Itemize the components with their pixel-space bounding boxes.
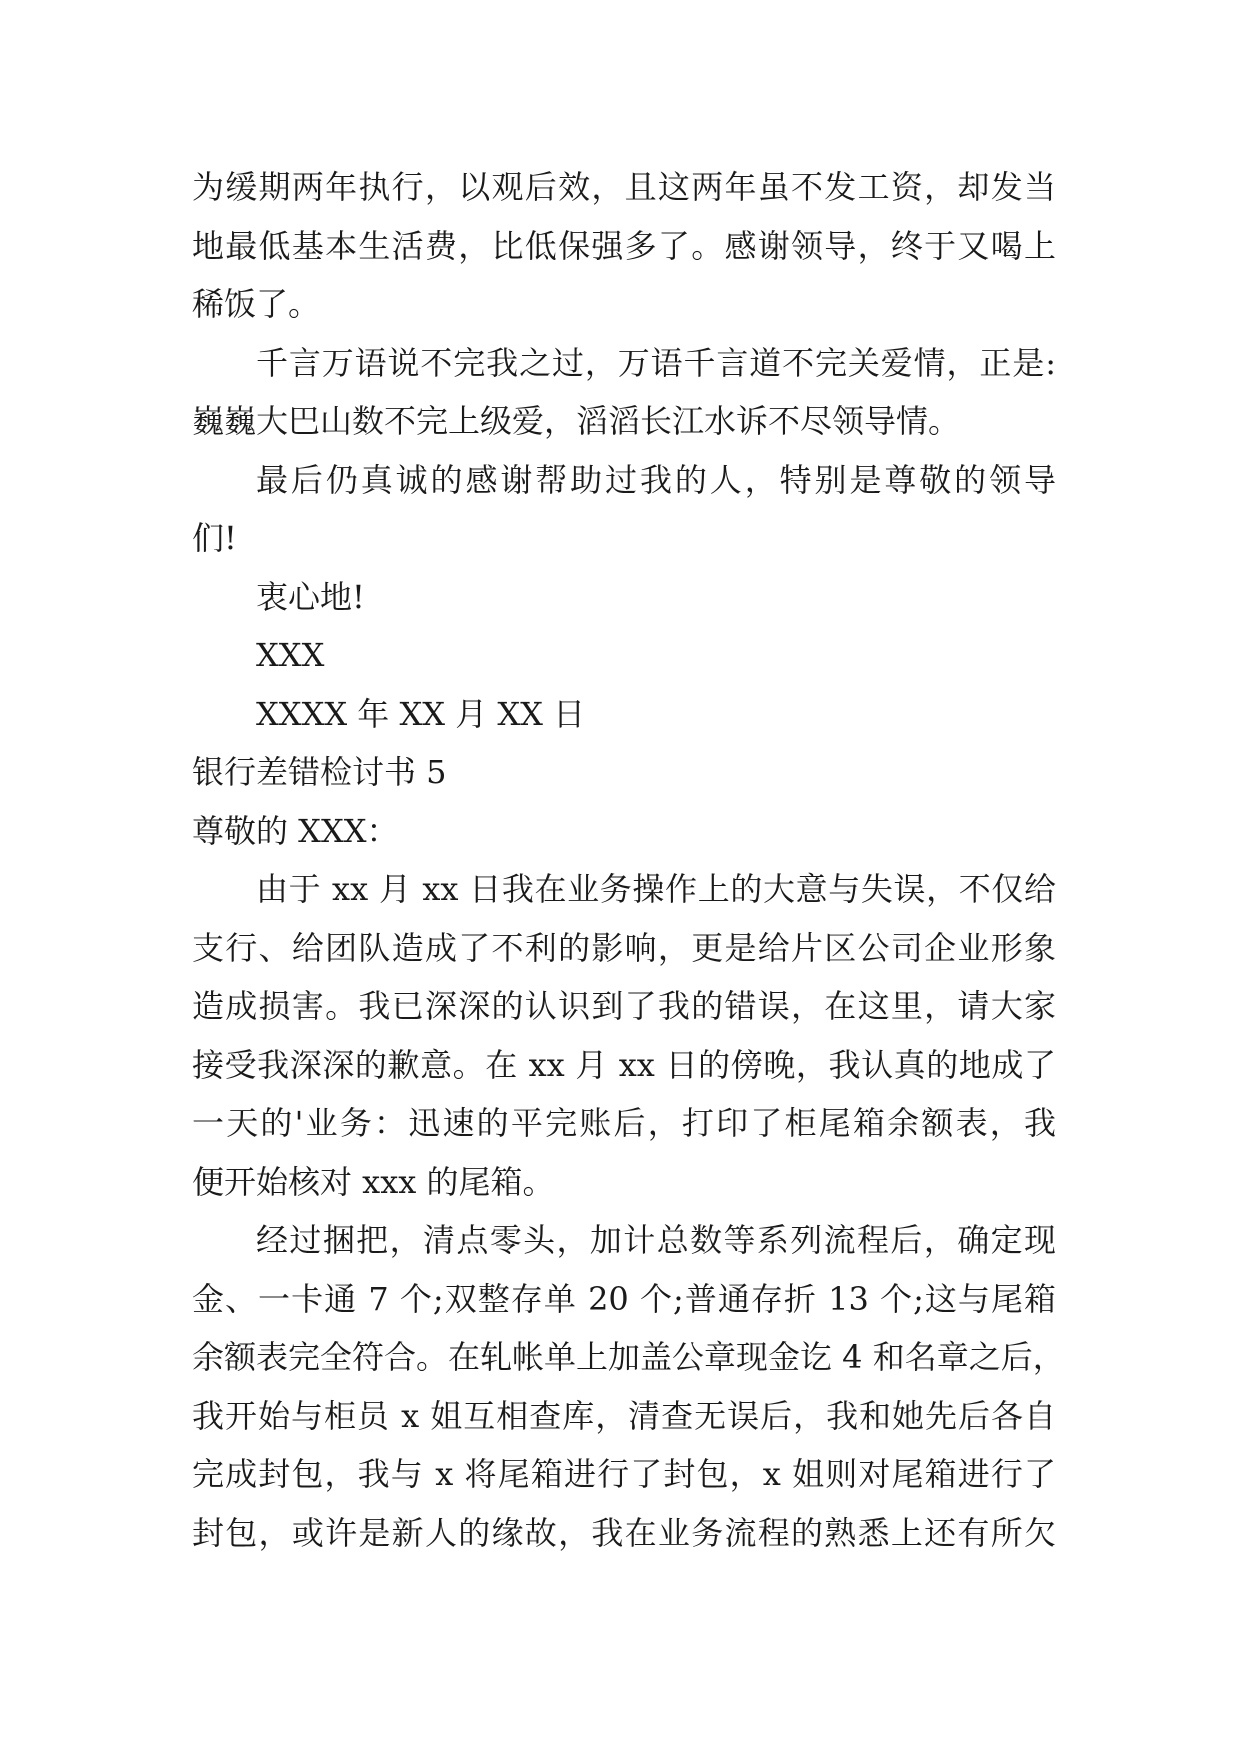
- text-line: 千言万语说不完我之过，万语千言道不完关爱情，正是:: [256, 343, 1056, 382]
- text-line: XXX: [256, 636, 325, 674]
- text-line: 经过捆把，清点零头，加计总数等系列流程后，确定现: [256, 1221, 1056, 1259]
- text-line: 金、一卡通 7 个;双整存单 20 个;普通存折 13 个;这与尾箱: [192, 1279, 1056, 1318]
- text-line: 接受我深深的歉意。在 xx 月 xx 日的傍晚，我认真的地成了: [192, 1045, 1056, 1084]
- text-line: 由于 xx 月 xx 日我在业务操作上的大意与失误，不仅给: [256, 870, 1056, 908]
- text-line: 为缓期两年执行，以观后效，且这两年虽不发工资，却发当: [192, 168, 1056, 206]
- text-line: 完成封包，我与 x 将尾箱进行了封包，x 姐则对尾箱进行了: [192, 1455, 1056, 1493]
- text-line: 便开始核对 xxx 的尾箱。: [192, 1162, 555, 1201]
- text-line: 造成损害。我已深深的认识到了我的错误，在这里，请大家: [192, 987, 1056, 1025]
- text-line: 稀饭了。: [192, 285, 321, 323]
- text-line: 巍巍大巴山数不完上级爱，滔滔长江水诉不尽领导情。: [192, 402, 961, 440]
- text-line: 银行差错检讨书 5: [192, 753, 447, 791]
- text-line: XXXX 年 XX 月 XX 日: [256, 694, 586, 733]
- text-line: 支行、给团队造成了不利的影响，更是给片区公司企业形象: [192, 928, 1056, 967]
- text-line: 地最低基本生活费，比低保强多了。感谢领导，终于又喝上: [192, 226, 1056, 265]
- text-line: 一天的'业务：迅速的平完账后，打印了柜尾箱余额表，我: [192, 1104, 1056, 1142]
- text-line: 最后仍真诚的感谢帮助过我的人，特别是尊敬的领导: [256, 460, 1056, 499]
- document-body: [192, 158, 1065, 1562]
- text-line: 封包，或许是新人的缘故，我在业务流程的熟悉上还有所欠: [192, 1513, 1056, 1552]
- text-line: 尊敬的 XXX：: [192, 811, 399, 850]
- text-line: 们!: [192, 519, 237, 557]
- text-line: 我开始与柜员 x 姐互相查库，清查无误后，我和她先后各自: [192, 1396, 1056, 1435]
- text-line: 余额表完全符合。在轧帐单上加盖公章现金讫 4 和名章之后，: [192, 1338, 1065, 1376]
- text-line: 衷心地!: [256, 577, 365, 616]
